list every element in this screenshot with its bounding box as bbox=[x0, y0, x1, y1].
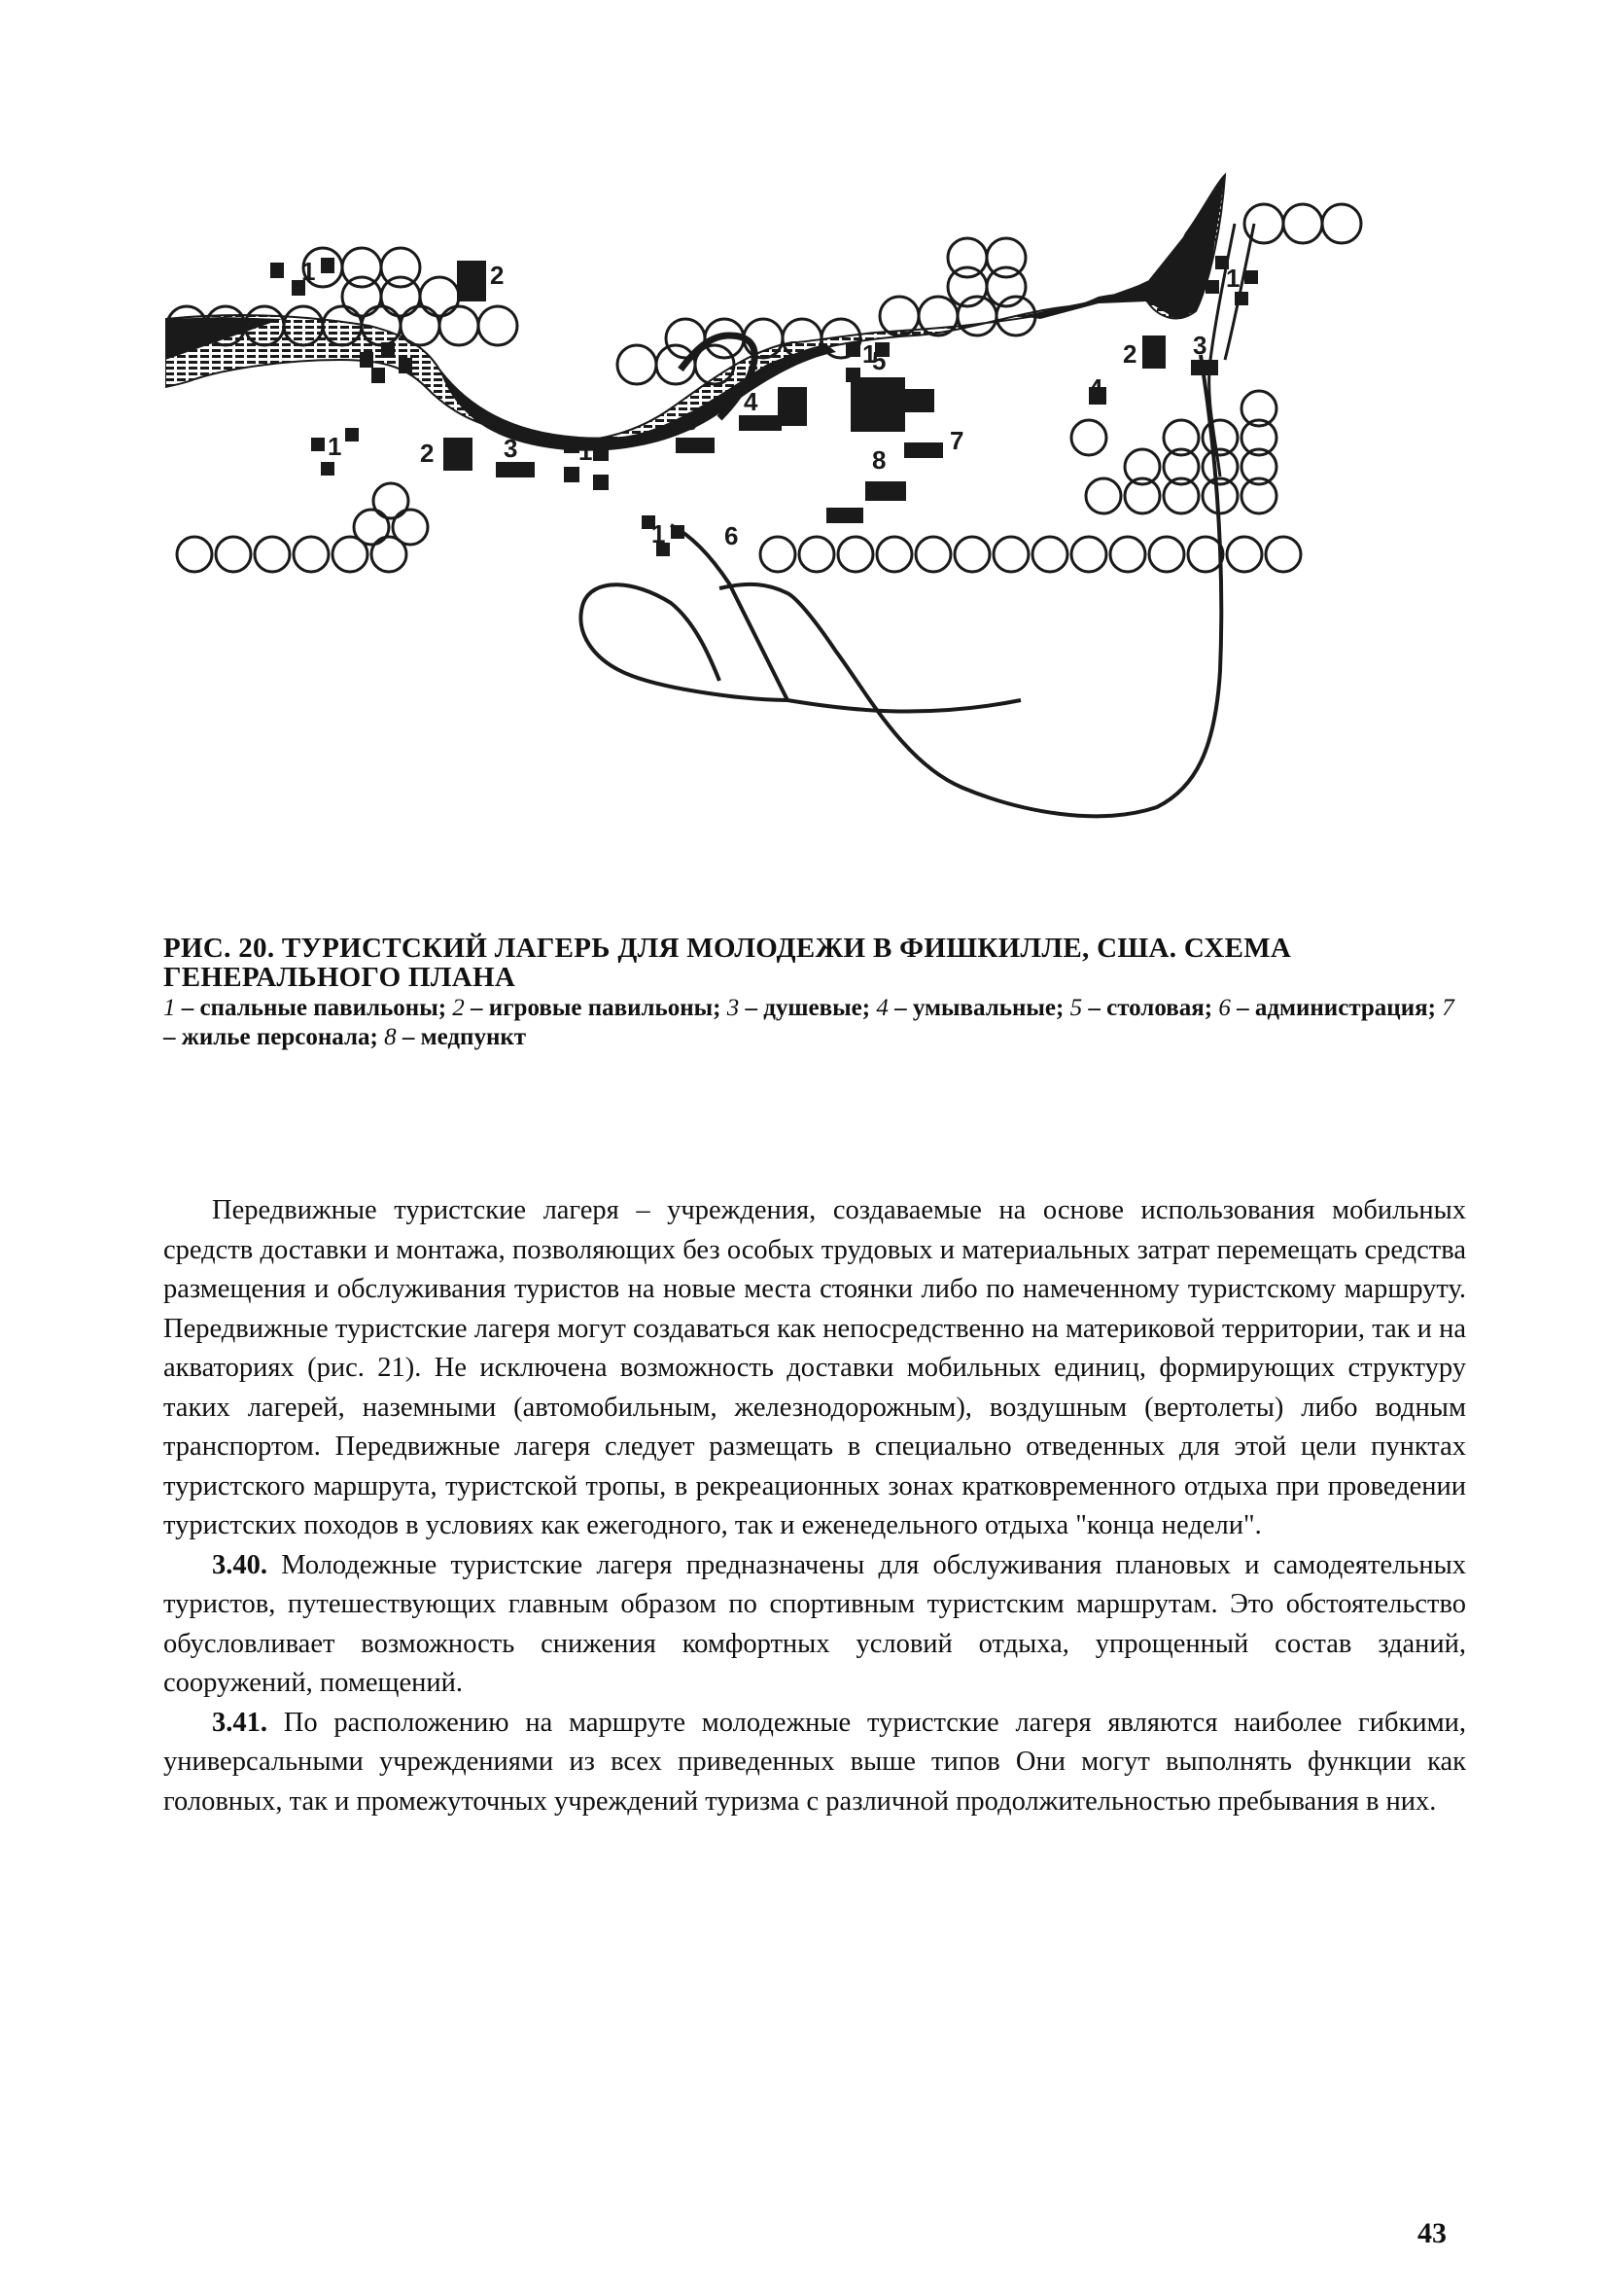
label-1: 1 bbox=[651, 519, 666, 548]
body-text bbox=[163, 1191, 1466, 1821]
legend-text-1: – спальные павильоны; bbox=[175, 995, 453, 1021]
label-6: 6 bbox=[683, 406, 698, 436]
legend-num-6: 6 bbox=[1218, 995, 1231, 1021]
section-number-3-40: 3.40. bbox=[212, 1549, 267, 1580]
legend-text-4: – умывальные; bbox=[888, 995, 1070, 1021]
dining-hall-annex bbox=[905, 389, 934, 412]
legend-text-8: – медпункт bbox=[396, 1024, 527, 1050]
road-connector bbox=[787, 700, 1021, 712]
label-2: 2 bbox=[1123, 339, 1137, 369]
label-1: 1 bbox=[578, 437, 593, 466]
page-number: 43 bbox=[1417, 2217, 1447, 2249]
label-2: 2 bbox=[420, 439, 435, 468]
paragraph-3-text: По расположению на маршруте молодежные туристские лагеря являются наиболее гибкими, универсальными учреждениями из всех приведенных выше типов Они могут выполнять функции как головных, так и промежуточных учреждений туризма с различной продолжительностью пребывания в них. bbox=[163, 1707, 1466, 1817]
label-7: 7 bbox=[950, 426, 964, 455]
caption-title-line2: ГЕНЕРАЛЬНОГО ПЛАНА bbox=[163, 962, 516, 993]
legend-text-3: – душевые; bbox=[739, 995, 877, 1021]
dining-hall bbox=[851, 377, 905, 432]
label-3: 3 bbox=[1193, 331, 1207, 360]
lake-shore-east bbox=[1021, 175, 1225, 319]
label-5: 5 bbox=[872, 346, 887, 375]
road-loop bbox=[580, 525, 787, 700]
label-1: 1 bbox=[862, 339, 877, 369]
paragraph-1: Передвижные туристские лагеря – учреждения, создаваемые на основе использования мобильных средств доставки и монтажа, позволяющих без особых трудовых и материальных затрат перемещать средства размещения и обслуживания туристов на новые места стоянки либо по намеченному туристскому маршруту. Передвижные туристские лагеря могут создаваться как непосредственно на материковой территории, так и на акваториях (рис. 21). Не исключена возможность доставки мобильных единиц, формирующих структуру таких лагерей, наземными (автомобильным, железнодорожным), воздушным (вертолеты) либо водным транспортом. Передвижные лагеря следует размещать в специально отведенных для этой цели пунктах туристского маршрута, туристской тропы, в рекреационных зонах кратковременного отдыха при проведении туристских походов в условиях как ежегодного, так и еженедельного отдыха "конца недели". bbox=[163, 1195, 1466, 1540]
paragraph-2-text: Молодежные туристские лагеря предназначены для обслуживания плановых и самодеятельных туристов, путешествующих главным образом по спортивным туристским маршрутам. Это обстоятельство обусловливает возможность снижения комфортных условий отдыха, упрощенный состав зданий, сооружений, помещений. bbox=[163, 1549, 1466, 1698]
legend-num-1: 1 bbox=[163, 995, 176, 1021]
caption-legend bbox=[163, 994, 1466, 1052]
legend-num-3: 3 bbox=[726, 995, 740, 1021]
label-4: 4 bbox=[1089, 373, 1103, 403]
label-1: 1 bbox=[1226, 264, 1241, 293]
label-6: 6 bbox=[724, 521, 739, 550]
legend-text-2: – игровые павильоны; bbox=[464, 995, 727, 1021]
site-plan-figure bbox=[165, 126, 1449, 885]
label-4: 4 bbox=[744, 387, 758, 416]
label-1: 1 bbox=[301, 257, 316, 286]
legend-text-5: – столовая; bbox=[1082, 995, 1219, 1021]
figure-caption bbox=[163, 934, 1466, 1052]
label-1: 1 bbox=[328, 432, 342, 461]
legend-num-5: 5 bbox=[1069, 995, 1083, 1021]
legend-num-4: 4 bbox=[876, 995, 889, 1021]
paragraph-3 bbox=[163, 1704, 1466, 1822]
legend-num-7: 7 bbox=[1442, 995, 1454, 1021]
label-2: 2 bbox=[490, 261, 505, 290]
paragraph-2 bbox=[163, 1546, 1466, 1704]
label-8: 8 bbox=[872, 445, 887, 475]
label-3: 3 bbox=[504, 434, 518, 463]
section-number-3-41: 3.41. bbox=[212, 1707, 267, 1738]
legend-num-2: 2 bbox=[452, 995, 465, 1021]
legend-text-7: – жилье персонала; bbox=[163, 1024, 385, 1050]
legend-text-6: – администрация; bbox=[1230, 995, 1443, 1021]
caption-title-line1: РИС. 20. ТУРИСТСКИЙ ЛАГЕРЬ ДЛЯ МОЛОДЕЖИ В ФИШКИЛЛЕ, США. СХЕМА bbox=[163, 933, 1292, 964]
legend-num-8: 8 bbox=[384, 1024, 397, 1050]
